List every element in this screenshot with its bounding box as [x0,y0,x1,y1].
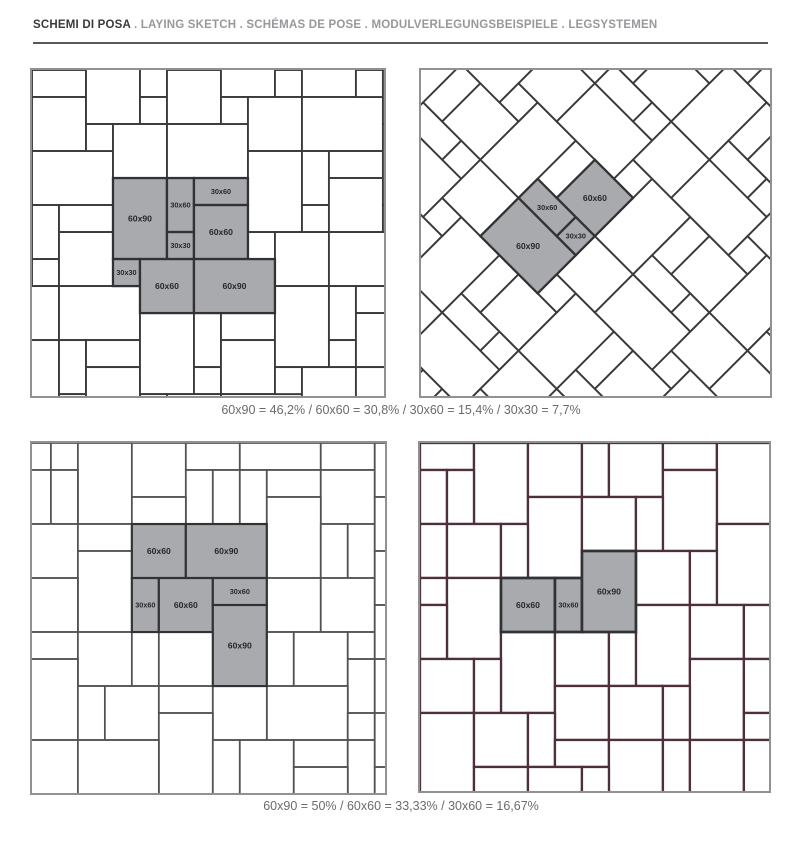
tile-size-label [566,232,586,241]
tile-size-label [116,268,136,277]
tile-size-label [147,546,171,556]
pattern-svg-3 [32,443,385,793]
tile-size-label [174,600,198,610]
tile-size-label [170,201,190,210]
tile-size-label [211,187,231,196]
page-subtitle: . LAYING SKETCH . SCHÉMAS DE POSE . MODULVERLEGUNGSBEISPIELE . LEGSYSTEMEN [130,19,658,31]
tile-size-label [597,587,621,597]
page-header [33,19,773,31]
caption-row2: 60x90 = 50% / 60x60 = 33,33% / 30x60 = 16,67% [263,799,539,813]
tile-size-label [230,587,250,596]
tile-size-label [135,601,155,610]
tile-size-label [155,281,179,291]
page-title: SCHEMI DI POSA [33,19,131,31]
tile-size-label [516,241,540,251]
tile-size-label [537,203,557,212]
pattern-svg-2 [421,70,770,396]
tile-size-label [128,214,152,224]
caption-row1: 60x90 = 46,2% / 60x60 = 30,8% / 30x60 = 15,4% / 30x30 = 7,7% [221,403,581,417]
tile-size-label [583,193,607,203]
laying-sketch-panel-4 [418,441,771,793]
tile-size-label [170,241,190,250]
header-rule [33,42,768,44]
tile-size-label [214,546,238,556]
pattern-svg-4 [420,443,769,791]
pattern-svg-1 [32,70,384,396]
tile-size-label [516,600,540,610]
laying-sketch-panel-1 [30,68,386,398]
laying-sketch-panel-3 [30,441,387,795]
tile-size-label [222,281,246,291]
tile-size-label [228,641,252,651]
laying-sketch-panel-2 [419,68,772,398]
tile-size-label [209,227,233,237]
tile-size-label [558,601,578,610]
